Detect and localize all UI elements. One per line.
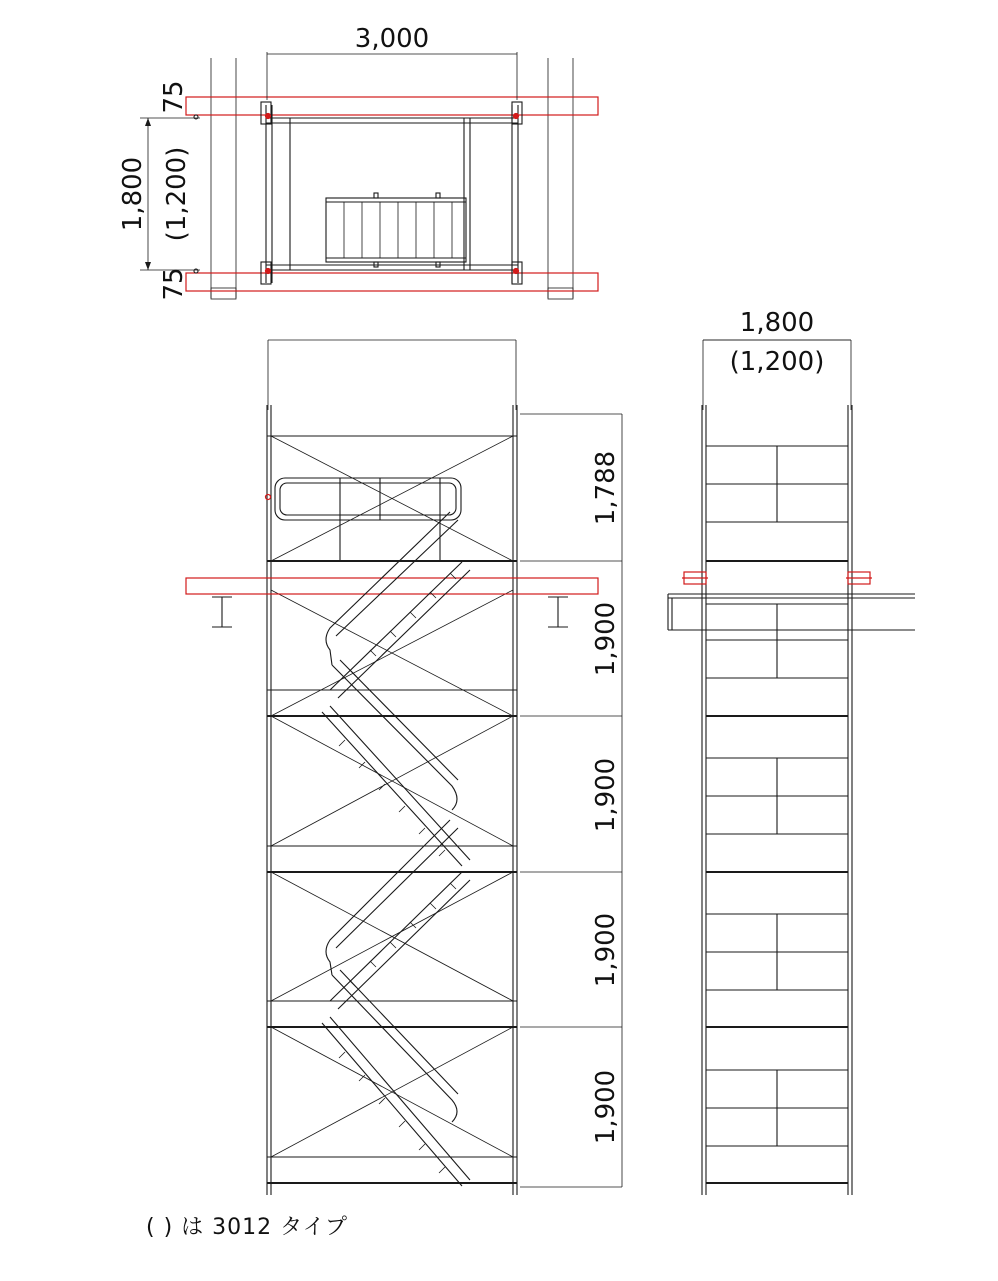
plan-dimensions xyxy=(140,52,517,270)
plan-width-dimension: 3,000 xyxy=(354,24,430,54)
front-elevation xyxy=(186,340,622,1195)
lift-dimension-4: 1,900 xyxy=(591,912,621,988)
type-note: ( ) は 3012 タイプ xyxy=(146,1215,349,1240)
side-elevation xyxy=(668,308,915,1195)
lift-dimension-3: 1,900 xyxy=(591,757,621,833)
side-floor-slab xyxy=(668,594,915,630)
plan-stair xyxy=(326,193,466,267)
front-stairs xyxy=(322,512,470,1186)
plan-depth-dimension-alt: (1,200) xyxy=(162,146,192,242)
front-bracing xyxy=(271,436,513,1157)
front-i-beams xyxy=(212,597,568,627)
lift-dimension-2: 1,900 xyxy=(591,601,621,677)
side-frames xyxy=(706,446,848,1183)
side-connectors xyxy=(682,572,872,584)
lift-dimension-1: 1,788 xyxy=(591,450,621,526)
plan-top-beam xyxy=(186,97,598,115)
front-beam xyxy=(186,578,598,594)
plan-bottom-beam xyxy=(186,273,598,291)
plan-top-offset-dimension: 75 xyxy=(159,80,189,114)
lift-dimension-5: 1,900 xyxy=(591,1069,621,1145)
side-width-dimension-alt: (1,200) xyxy=(729,347,825,377)
plan-view xyxy=(118,24,598,301)
plan-frame xyxy=(194,102,522,284)
plan-background-posts xyxy=(211,58,573,299)
side-width-dimension: 1,800 xyxy=(739,308,815,338)
front-ledgers xyxy=(267,436,517,1183)
plan-depth-dimension: 1,800 xyxy=(118,156,148,232)
plan-bottom-offset-dimension: 75 xyxy=(159,267,189,301)
front-posts xyxy=(267,405,517,1195)
